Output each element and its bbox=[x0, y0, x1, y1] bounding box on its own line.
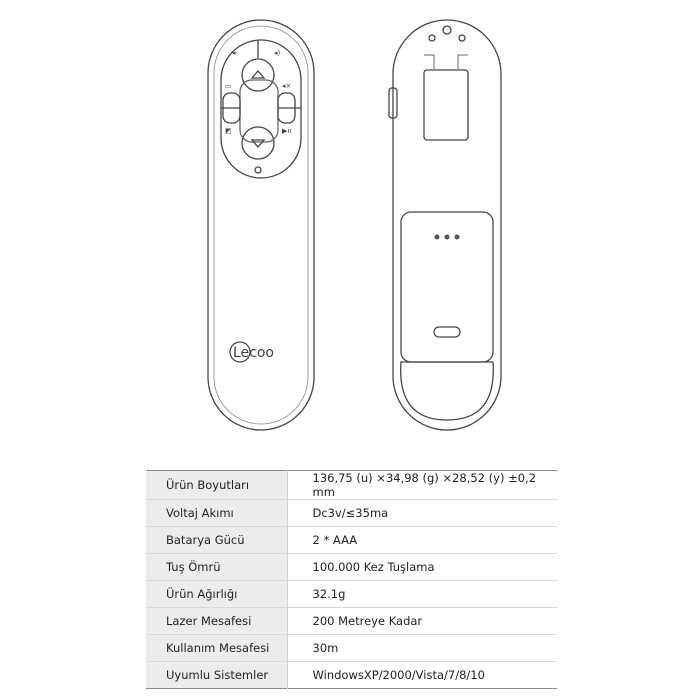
play-pause-icon: ▶ıı bbox=[282, 127, 292, 135]
black-screen-icon: ◩ bbox=[225, 127, 232, 135]
spec-value: 136,75 (u) ×34,98 (g) ×28,52 (y) ±0,2 mm bbox=[287, 471, 557, 500]
spec-value: 100.000 Kez Tuşlama bbox=[287, 554, 557, 581]
table-row bbox=[146, 608, 557, 635]
spec-label: Lazer Mesafesi bbox=[146, 608, 287, 635]
table-row bbox=[146, 635, 557, 662]
table-row bbox=[146, 581, 557, 608]
led-dots-icon bbox=[435, 235, 460, 240]
spec-label: Tuş Ömrü bbox=[146, 554, 287, 581]
table-row bbox=[146, 471, 557, 500]
up-button bbox=[242, 59, 274, 91]
spec-value: 200 Metreye Kadar bbox=[287, 608, 557, 635]
brand-logo bbox=[230, 342, 274, 362]
spec-value: Dc3v/≤35ma bbox=[287, 500, 557, 527]
spec-value: WindowsXP/2000/Vista/7/8/10 bbox=[312, 668, 485, 682]
table-row bbox=[146, 500, 557, 527]
usb-c-port-icon bbox=[434, 327, 460, 337]
volume-down-icon: ◂· bbox=[232, 49, 238, 57]
mute-icon: ◂× bbox=[282, 82, 292, 90]
down-arrow-icon bbox=[252, 140, 264, 147]
svg-text:Lecoo: Lecoo bbox=[233, 345, 274, 361]
spec-label: Uyumlu Sistemler bbox=[146, 662, 287, 689]
spec-label: Kullanım Mesafesi bbox=[146, 635, 287, 662]
down-button bbox=[242, 127, 274, 159]
remote-front-view bbox=[208, 20, 314, 430]
spec-value: 2 * AAA bbox=[287, 527, 557, 554]
screen-icon: ▭ bbox=[225, 82, 232, 90]
spec-label: Batarya Gücü bbox=[146, 527, 287, 554]
remote-back-view bbox=[389, 20, 501, 430]
table-row bbox=[146, 554, 557, 581]
spec-label: Ürün Boyutları bbox=[146, 471, 287, 500]
table-row bbox=[146, 662, 557, 689]
laser-icon bbox=[255, 167, 261, 173]
spec-value: 32.1g bbox=[287, 581, 557, 608]
volume-up-icon: ◂) bbox=[274, 49, 281, 57]
spec-label: Ürün Ağırlığı bbox=[146, 581, 287, 608]
spec-label: Voltaj Akımı bbox=[146, 500, 287, 527]
table-row bbox=[146, 527, 557, 554]
spec-table bbox=[146, 470, 557, 689]
up-arrow-icon bbox=[252, 71, 264, 78]
spec-value: 30m bbox=[287, 635, 557, 662]
